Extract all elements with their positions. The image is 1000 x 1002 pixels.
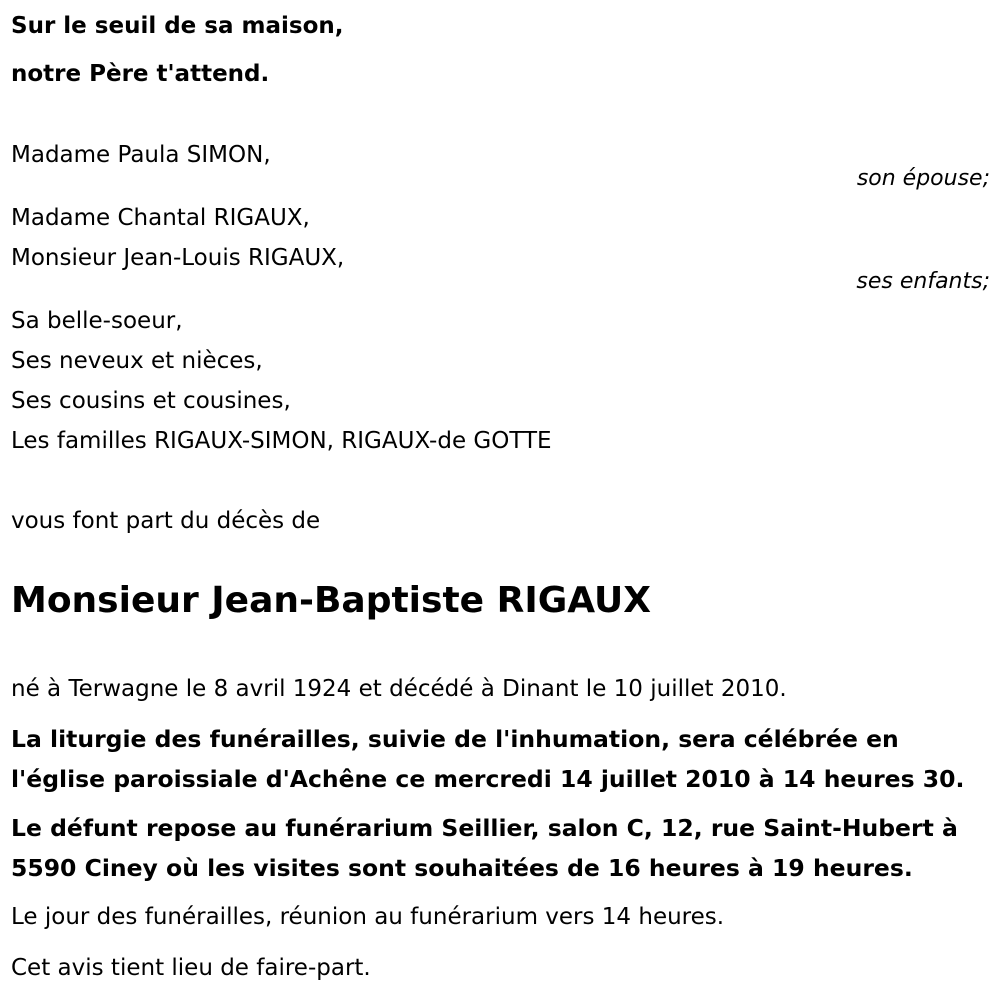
child-name-2: Monsieur Jean-Louis RIGAUX,	[11, 245, 345, 271]
announcement: vous font part du décès de	[11, 508, 321, 534]
birth-death: né à Terwagne le 8 avril 1924 et décédé à Dinant le 10 juillet 2010.	[11, 676, 787, 702]
relative-line-4: Les familles RIGAUX-SIMON, RIGAUX-de GOTTE	[11, 428, 552, 454]
children-role: ses enfants;	[856, 269, 990, 294]
relative-line-1: Sa belle-soeur,	[11, 308, 183, 334]
closing-note: Cet avis tient lieu de faire-part.	[11, 955, 371, 981]
relative-line-2: Ses neveux et nièces,	[11, 348, 263, 374]
liturgy-line-2: l'église paroissiale d'Achêne ce mercredi 14 juillet 2010 à 14 heures 30.	[11, 765, 965, 793]
spouse-role: son épouse;	[856, 166, 990, 191]
funerarium-line-1: Le défunt repose au funérarium Seillier, salon C, 12, rue Saint-Hubert à	[11, 814, 958, 842]
spouse-name: Madame Paula SIMON,	[11, 142, 271, 168]
epigraph-line-2: notre Père t'attend.	[11, 61, 270, 87]
deceased-name: Monsieur Jean-Baptiste RIGAUX	[11, 580, 652, 621]
relative-line-3: Ses cousins et cousines,	[11, 388, 291, 414]
liturgy-line-1: La liturgie des funérailles, suivie de l'inhumation, sera célébrée en	[11, 725, 899, 753]
funerarium-line-2: 5590 Ciney où les visites sont souhaitées de 16 heures à 19 heures.	[11, 854, 913, 882]
epigraph-line-1: Sur le seuil de sa maison,	[11, 13, 344, 39]
child-name-1: Madame Chantal RIGAUX,	[11, 205, 310, 231]
meeting-info: Le jour des funérailles, réunion au funérarium vers 14 heures.	[11, 904, 725, 930]
